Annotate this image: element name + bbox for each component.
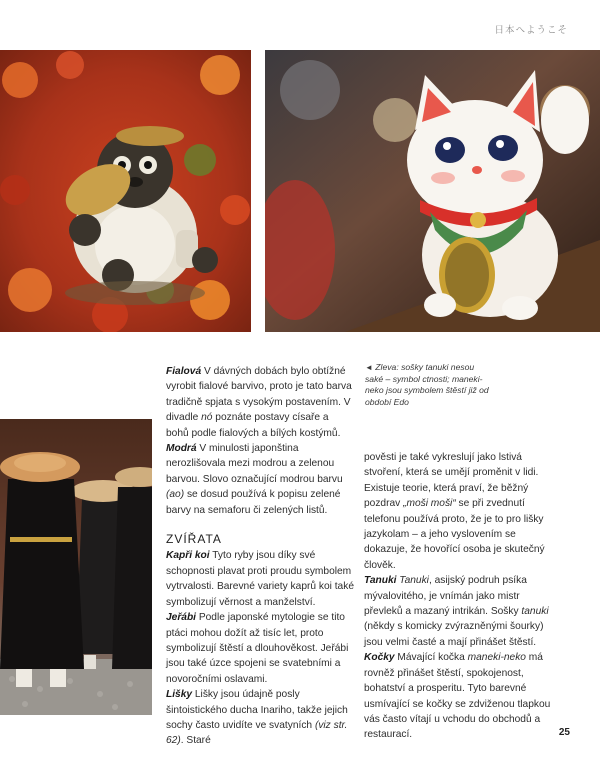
tanuki-statue-photo: [0, 50, 251, 332]
term-jeraby: Jeřábi: [166, 612, 197, 624]
term-tanuki: Tanuki: [364, 575, 397, 587]
maneki-neko-photo: [265, 50, 600, 332]
section-heading-animals: ZVÍŘATA: [166, 532, 222, 547]
monks-photo: [0, 419, 152, 715]
term-lisky: Lišky: [166, 689, 193, 701]
term-kocky: Kočky: [364, 652, 395, 664]
running-header: 日本へようこそ: [494, 25, 568, 36]
paragraph-lisky: Lišky Lišky jsou údajně posly šintoistického ducha Inariho, takže jejich sochy často uvidíte ve svatyních (viz str. 62). Staré: [166, 689, 348, 747]
term-fialova: Fialová: [166, 366, 202, 377]
paragraph-jeraby: Jeřábi Podle japonské mytologie se tito ptáci mohou dožít až tisíc let, proto symbolizují štěstí a dlouhověkost. Jeřábi jsou také úzce spojeni se svatebními a novoročními oslavami.: [166, 612, 349, 685]
left-text-column: [166, 364, 354, 749]
paragraph-lisky-continued: pověsti je také vykreslují jako lstivá stvoření, která se umějí proměnit v lidi. Existuje teorie, která praví, že běžný pozdrav „moši moši“ se při zvednutí telefonu používá proto, že je to pro lišky jazykolam – a jeho vyslovením se dokazuje, že hovořící osoba je skutečný člověk.: [364, 452, 545, 571]
paragraph-kocky: Kočky Mávající kočka maneki-neko má rovněž přinášet štěstí, spokojenost, bohatství a prosperitu. Tyto barevné usmívající se kočky se zdviženou tlapkou vás často vítají u vchodu do obchodů a restaurací.: [364, 652, 551, 741]
right-text-column: [364, 450, 558, 743]
caption-arrow-icon: ◄: [365, 363, 373, 372]
term-modra: Modrá: [166, 443, 197, 455]
paragraph-fialova: Fialová V dávných dobách bylo obtížné vyrobit fialové barvivo, proto je tato barva tradičně spjata s vysokým postavením. V divadle nó poznáte postavy císaře a bohů podle fialových a bílých kostýmů.: [166, 366, 352, 439]
paragraph-tanuki: Tanuki Tanuki, asijský podruh psíka mývalovitého, je vnímán jako mistr převleků a mazaný intrikán. Sošky tanuki (někdy s komicky zvýrazněnými šourky) jsou velmi časté a mají přinášet štěstí.: [364, 575, 549, 648]
term-kapri-koi: Kapři koi: [166, 550, 210, 562]
paragraph-modra: Modrá V minulosti japonština nerozlišovala mezi modrou a zelenou barvou. Slovo označující modrou barvu (ao) se dosud používá k popisu zelené barvy na semaforu či zelených listů.: [166, 443, 343, 516]
paragraph-kapri: Kapři koi Tyto ryby jsou díky své schopnosti plavat proti proudu symbolem vytrvalosti. Barevné variety kaprů koi také symbolizují věrnost a manželství.: [166, 550, 354, 608]
photo-caption: ◄ Zleva: sošky tanuki nesou saké – symbol ctnosti; maneki-neko jsou symbolem štěstí již od období Edo: [365, 362, 489, 407]
page-number: 25: [558, 727, 570, 738]
